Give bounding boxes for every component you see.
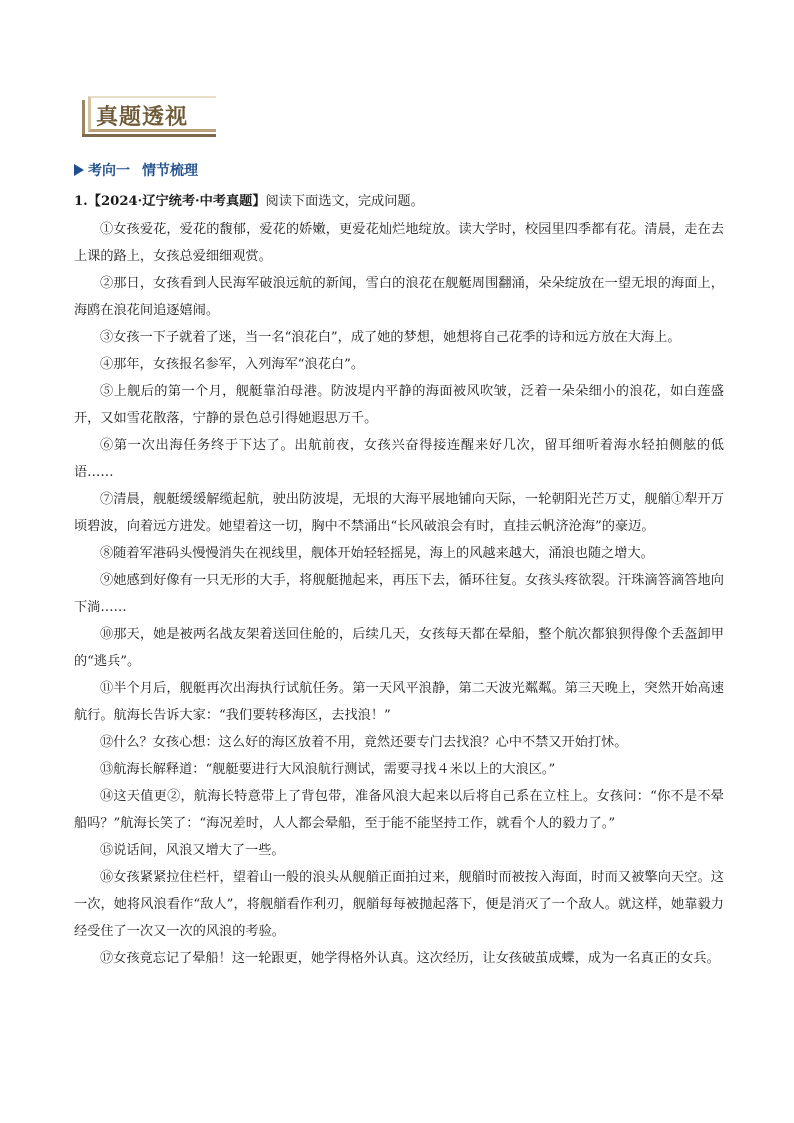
question-prompt: 阅读下面选文，完成问题。	[265, 194, 424, 209]
section-banner	[78, 96, 218, 140]
passage-paragraph: ⑦清晨，舰艇缓缓解缆起航，驶出防波堤，无垠的大海平展地铺向天际，一轮朝阳光芒万丈，舰艏①犁开万顷碧波，向着远方进发。她望着这一切，胸中不禁涌出“长风破浪会有时，直挂云帆济沧海”的豪迈。	[74, 492, 724, 534]
passage-paragraph: ⑫什么？女孩心想：这么好的海区放着不用，竟然还要专门去找浪？心中不禁又开始打怵。	[100, 735, 628, 750]
banner-left-bar	[82, 100, 85, 136]
passage-paragraph: ⑥第一次出海任务终于下达了。出航前夜，女孩兴奋得接连醒来好几次，留耳细听着海水轻拍侧舷的低语……	[74, 438, 724, 480]
passage-paragraph: ⑮说话间，风浪又增大了一些。	[100, 843, 285, 858]
passage-paragraph: ⑯女孩紧紧拉住栏杆，望着山一般的浪头从舰艏正面拍过来，舰艏时而被按入海面，时而又被擎向天空。这一次，她将风浪看作“敌人”，将舰艏看作利刃，舰艏每每被抛起落下，便是消灭了一个敌人。就这样，她靠毅力经受住了一次又一次的风浪的考验。	[74, 870, 724, 939]
question-number: 1.	[74, 194, 88, 209]
section-label: 情节梳理	[142, 163, 198, 179]
passage-paragraph: ⑰女孩竟忘记了晕船！这一轮跟更，她学得格外认真。这次经历，让女孩破茧成蝶，成为一名真正的女兵。	[100, 951, 720, 966]
section-marker: 考向一	[88, 163, 130, 179]
passage-paragraph: ⑨她感到好像有一只无形的大手，将舰艇抛起来，再压下去，循环往复。女孩头疼欲裂。汗珠滴答滴答地向下淌……	[74, 573, 724, 615]
passage-paragraph: ⑬航海长解释道：“舰艇要进行大风浪航行测试，需要寻找４米以上的大浪区。”	[100, 762, 556, 777]
question-source: 【2024·辽宁统考·中考真题】	[87, 194, 266, 209]
passage-paragraph: ⑭这天值更②，航海长特意带上了背包带，准备风浪大起来以后将自己系在立柱上。女孩问：“你不是不晕船吗？”航海长笑了：“海况差时，人人都会晕船，至于能不能坚持工作，就看个人的毅力了。”	[74, 789, 724, 831]
triangle-bullet-icon	[74, 164, 84, 176]
passage-paragraph: ②那日，女孩看到人民海军破浪远航的新闻，雪白的浪花在舰艇周围翻涌，朵朵绽放在一望无垠的海面上，海鸥在浪花间追逐嬉闹。	[74, 276, 724, 318]
reading-passage	[74, 216, 724, 972]
question-line	[74, 190, 724, 209]
passage-paragraph: ⑪半个月后，舰艇再次出海执行试航任务。第一天风平浪静，第二天波光粼粼。第三天晚上，突然开始高速航行。航海长告诉大家：“我们要转移海区，去找浪！”	[74, 681, 724, 723]
passage-paragraph: ⑤上舰后的第一个月，舰艇靠泊母港。防波堤内平静的海面被风吹皱，泛着一朵朵细小的浪花，如白莲盛开，又如雪花散落，宁静的景色总引得她遐思万千。	[74, 384, 724, 426]
banner-underline	[82, 134, 216, 137]
passage-paragraph: ④那年，女孩报名参军，入列海军“浪花白”。	[100, 357, 365, 372]
passage-paragraph: ①女孩爱花，爱花的馥郁，爱花的娇嫩，更爱花灿烂地绽放。读大学时，校园里四季都有花。清晨，走在去上课的路上，女孩总爱细细观赏。	[74, 222, 724, 264]
section-heading	[74, 160, 198, 180]
banner-title: 真题透视	[96, 105, 189, 130]
passage-paragraph: ⑧随着军港码头慢慢消失在视线里，舰体开始轻轻摇晃，海上的风越来越大，涌浪也随之增大。	[100, 546, 654, 561]
passage-paragraph: ③女孩一下子就着了迷，当一名“浪花白”，成了她的梦想，她想将自己花季的诗和远方放在大海上。	[100, 330, 681, 345]
passage-paragraph: ⑩那天，她是被两名战友架着送回住舱的，后续几天，女孩每天都在晕船，整个航次都狼狈得像个丢盔卸甲的“逃兵”。	[74, 627, 724, 669]
